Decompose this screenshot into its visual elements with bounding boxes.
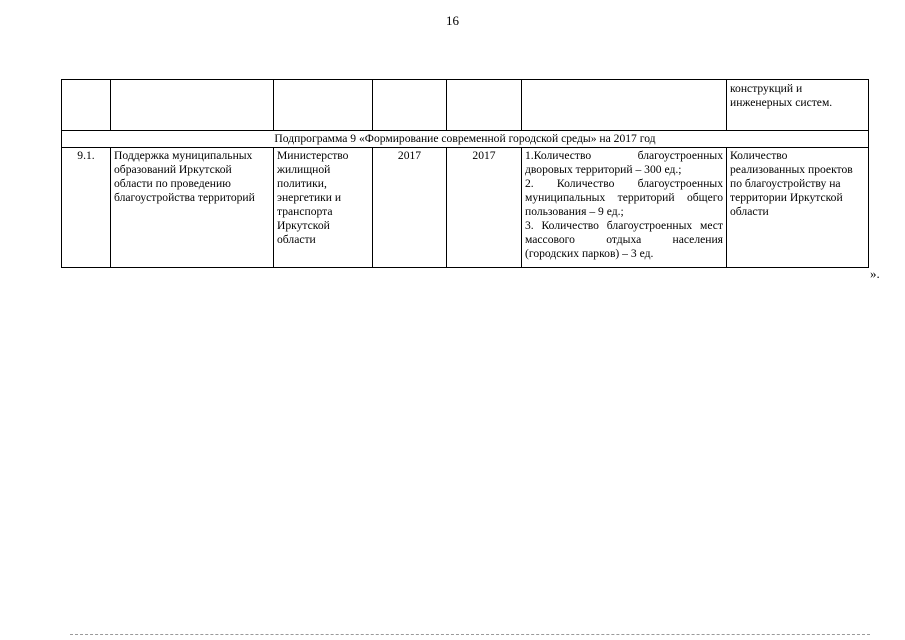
indicator-cell: Количество реализованных проектов по благоустройству на территории Иркутской области [727,148,869,268]
result-item: 2. Количество благоустроенных муниципальных территорий общего пользования – 9 ед.; [525,177,723,218]
table-cell [274,80,373,131]
program-table [61,79,869,268]
result-item: 1.Количество благоустроенных дворовых территорий – 300 ед.; [525,149,723,176]
table-row-subprogram [62,131,869,148]
row-number: 9.1. [62,148,111,268]
measure-cell: Поддержка муниципальных образований Иркутской области по проведению благоустройства территорий [111,148,274,268]
result-item: 3. Количество благоустроенных мест массового отдыха населения (городских парков) – 3 ед. [525,219,723,260]
table-cell-continued-text: конструкций и инженерных систем. [727,80,869,131]
table-cell [522,80,727,131]
executor-cell: Министерство жилищной политики, энергетики и транспорта Иркутской области [274,148,373,268]
page-number: 16 [446,13,459,28]
end-year-cell: 2017 [447,148,522,268]
table-row [62,148,869,268]
table-cell [373,80,447,131]
table-cell [62,80,111,131]
closing-quote: ». [870,266,880,281]
table-cell [111,80,274,131]
start-year-cell: 2017 [373,148,447,268]
table-row-continuation [62,80,869,131]
results-cell [522,148,727,268]
table-cell [447,80,522,131]
scan-artifact-line [70,634,870,635]
subprogram-heading: Подпрограмма 9 «Формирование современной городской среды» на 2017 год [62,131,869,148]
